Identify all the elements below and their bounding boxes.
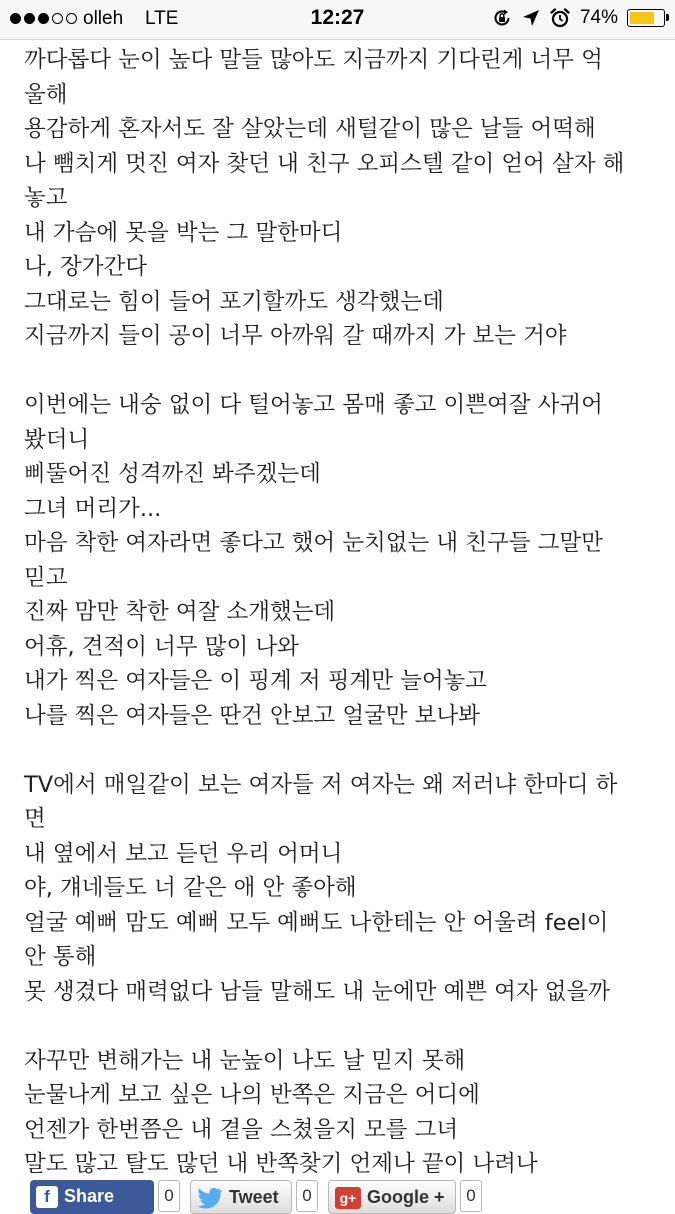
lyrics-line: 나를 찍은 여자들은 딴건 안보고 얼굴만 보나봐 (24, 702, 480, 729)
lyrics-line: 그녀 머리가... (24, 495, 162, 522)
status-time: 12:27 (310, 6, 365, 29)
lyrics-line: 삐뚤어진 성격까진 봐주겠는데 (24, 461, 321, 487)
lyrics-line: 자꾸만 변해가는 내 눈높이 나도 날 믿지 못해 (24, 1047, 466, 1074)
share-bar (30, 1180, 482, 1214)
lyrics-stanza (24, 768, 644, 1010)
twitter-share-group (190, 1180, 318, 1214)
lyrics-line: 까다롭다 눈이 높다 말들 많아도 지금까지 기다린게 너무 억 (24, 47, 603, 73)
lyrics-line: 안 통해 (24, 944, 97, 970)
lyrics-text (24, 43, 644, 1182)
lyrics-line: 면 (24, 806, 46, 832)
lyrics-stanza (24, 1044, 644, 1182)
twitter-tweet-count: 0 (296, 1180, 318, 1212)
facebook-share-count: 0 (158, 1180, 180, 1212)
battery-percent: 74% (579, 7, 618, 28)
facebook-share-group (30, 1180, 180, 1214)
lyrics-line: 진짜 맘만 착한 여잘 소개했는데 (24, 599, 336, 625)
lyrics-line: 야, 걔네들도 너 같은 애 안 좋아해 (24, 875, 357, 901)
lyrics-line: 이번에는 내숭 없이 다 털어놓고 몸매 좋고 이쁜여잘 사귀어 (24, 392, 603, 418)
lyrics-line: 나 뺌치게 멋진 여자 찾던 내 친구 오피스텔 같이 얻어 살자 해 (24, 150, 625, 177)
battery-level (630, 12, 654, 24)
lyrics-line: 못 생겼다 매력없다 남들 말해도 내 눈에만 예쁜 여자 없을까 (24, 978, 611, 1005)
status-bar (0, 0, 675, 40)
twitter-bird-icon (197, 1187, 223, 1214)
alarm-icon (549, 7, 571, 29)
lyrics-line: 봤더니 (24, 426, 90, 453)
lyrics-line: 지금까지 들이 공이 너무 아까워 갈 때까지 가 보는 거야 (24, 323, 567, 349)
lyrics-line: 눈물나게 보고 싶은 나의 반쪽은 지금은 어디에 (24, 1082, 480, 1108)
lyrics-line: 나, 장가간다 (24, 254, 147, 280)
lyrics-line: 울해 (24, 81, 68, 108)
google-plus-label: Google + (367, 1187, 445, 1207)
lyrics-line: 믿고 (24, 564, 68, 591)
lyrics-line: 말도 많고 탈도 많던 내 반쪽찾기 언제나 끝이 나려나 (24, 1151, 538, 1177)
lyrics-line: 내 옆에서 보고 듣던 우리 어머니 (24, 840, 343, 867)
google-share-group (328, 1180, 482, 1214)
facebook-share-button[interactable] (30, 1180, 154, 1214)
lyrics-stanza (24, 43, 644, 354)
network-type: LTE (145, 8, 179, 29)
lyrics-line: 마음 착한 여자라면 좋다고 했어 눈치없는 내 친구들 그말만 (24, 530, 603, 556)
google-plus-count: 0 (460, 1180, 482, 1212)
lyrics-line: 내 가슴에 못을 박는 그 말한마디 (24, 219, 343, 246)
lyrics-line: 얼굴 예뻐 맘도 예뻐 모두 예뻐도 나한테는 안 어울려 feel이 (24, 909, 609, 936)
google-plus-icon: g+ (335, 1187, 361, 1209)
google-plus-button[interactable] (328, 1180, 456, 1214)
status-icons (491, 7, 665, 29)
lyrics-line: 그대로는 힘이 들어 포기할까도 생각했는데 (24, 288, 444, 315)
facebook-share-label: Share (64, 1186, 115, 1206)
lyrics-line: 놓고 (24, 185, 68, 211)
lyrics-stanza (24, 388, 644, 733)
lyrics-line: 어휴, 견적이 너무 많이 나와 (24, 633, 299, 660)
lyrics-line: 언젠가 한번쯤은 내 곁을 스쳤을지 모를 그녀 (24, 1116, 459, 1143)
battery-icon (627, 9, 665, 27)
facebook-icon: f (36, 1186, 58, 1208)
lyrics-line: 용감하게 혼자서도 잘 살았는데 새털같이 많은 날들 어떡해 (24, 116, 596, 142)
lyrics-line: TV에서 매일같이 보는 여자들 저 여자는 왜 저러냐 한마디 하 (24, 771, 618, 798)
carrier-name: olleh (83, 8, 124, 29)
battery-tip (666, 14, 669, 21)
twitter-tweet-button[interactable] (190, 1180, 292, 1214)
lyrics-line: 내가 찍은 여자들은 이 핑계 저 핑계만 늘어놓고 (24, 668, 488, 694)
twitter-tweet-label: Tweet (229, 1187, 279, 1207)
location-arrow-icon (522, 9, 540, 27)
rotation-lock-icon (491, 7, 513, 29)
